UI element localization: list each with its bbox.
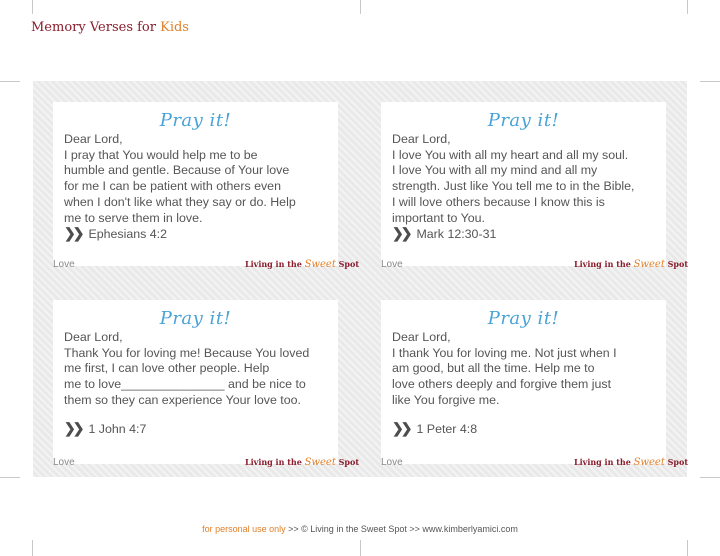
brand-logo bbox=[574, 457, 688, 468]
reference-text: 1 John 4:7 bbox=[88, 422, 147, 436]
reference-text: 1 Peter 4:8 bbox=[416, 422, 478, 436]
verse-card bbox=[53, 102, 338, 266]
title-main: Memory Verses for bbox=[31, 20, 161, 35]
reference-text: Mark 12:30-31 bbox=[416, 227, 497, 241]
verse-line: I thank You for loving me. Not just when I bbox=[392, 345, 617, 360]
brand-text: Spot bbox=[664, 457, 689, 467]
topic-label: Love bbox=[381, 259, 403, 270]
verse-text bbox=[392, 330, 660, 409]
card-heading: Pray it! bbox=[159, 110, 232, 131]
verse-line: Thank You for loving me! Because You loved bbox=[64, 345, 310, 360]
double-chevron-icon: ❯❯ bbox=[392, 420, 410, 436]
brand-text: Living in the bbox=[245, 457, 305, 467]
brand-sweet: Sweet bbox=[304, 259, 336, 270]
verse-text bbox=[64, 132, 332, 226]
verse-reference bbox=[64, 420, 146, 437]
double-chevron-icon: ❯❯ bbox=[64, 420, 82, 436]
verse-line: me first, I can love other people. Help bbox=[64, 361, 270, 376]
brand-text: Spot bbox=[664, 259, 689, 269]
topic-label: Love bbox=[381, 457, 403, 468]
verse-line: important to You. bbox=[392, 210, 485, 225]
verse-card bbox=[381, 102, 666, 266]
double-chevron-icon: ❯❯ bbox=[392, 225, 410, 241]
crop-mark bbox=[687, 0, 688, 14]
brand-sweet: Sweet bbox=[304, 457, 336, 468]
verse-line: me to love_______________ and be nice to bbox=[64, 377, 306, 392]
topic-label: Love bbox=[53, 457, 75, 468]
card-heading: Pray it! bbox=[487, 110, 560, 131]
crop-mark bbox=[32, 0, 33, 14]
verse-line: love others deeply and forgive them just bbox=[392, 377, 612, 392]
footer-copyright: >> © Living in the Sweet Spot >> www.kimberlyamici.com bbox=[285, 524, 518, 534]
crop-mark bbox=[700, 81, 720, 82]
topic-label: Love bbox=[53, 259, 75, 270]
brand-text: Spot bbox=[335, 259, 360, 269]
brand-sweet: Sweet bbox=[633, 259, 665, 270]
title-accent: Kids bbox=[160, 20, 189, 35]
verse-line: them so they can experience Your love too. bbox=[64, 392, 301, 407]
verse-line: I love You with all my mind and all my bbox=[392, 163, 598, 178]
brand-text: Living in the bbox=[574, 259, 634, 269]
card-heading: Pray it! bbox=[487, 308, 560, 329]
crop-mark bbox=[360, 540, 361, 556]
verse-line: Dear Lord, bbox=[64, 132, 123, 146]
verse-line: Dear Lord, bbox=[392, 330, 451, 344]
verse-line: I pray that You would help me to be bbox=[64, 147, 258, 162]
verse-line: am good, but all the time. Help me to bbox=[392, 361, 595, 376]
verse-line: I will love others because I know this is bbox=[392, 194, 605, 209]
footer-personal-use: for personal use only bbox=[202, 524, 286, 534]
reference-text: Ephesians 4:2 bbox=[88, 227, 167, 241]
crop-mark bbox=[0, 81, 20, 82]
verse-line: Dear Lord, bbox=[392, 132, 451, 146]
verse-text bbox=[392, 132, 660, 226]
brand-text: Spot bbox=[335, 457, 360, 467]
verse-reference bbox=[392, 420, 477, 437]
verse-line: humble and gentle. Because of Your love bbox=[64, 163, 290, 178]
verse-line: Dear Lord, bbox=[64, 330, 123, 344]
crop-mark bbox=[687, 540, 688, 556]
verse-text bbox=[64, 330, 332, 409]
verse-line: when I don't like what they say or do. Help bbox=[64, 194, 296, 209]
verse-card bbox=[381, 300, 666, 464]
verse-card bbox=[53, 300, 338, 464]
brand-logo bbox=[574, 259, 688, 270]
verse-line: like You forgive me. bbox=[392, 392, 500, 407]
double-chevron-icon: ❯❯ bbox=[64, 225, 82, 241]
brand-sweet: Sweet bbox=[633, 457, 665, 468]
crop-mark bbox=[360, 0, 361, 14]
footer bbox=[0, 524, 720, 534]
page-title bbox=[31, 20, 189, 35]
crop-mark bbox=[0, 477, 20, 478]
verse-line: I love You with all my heart and all my soul. bbox=[392, 147, 629, 162]
brand-text: Living in the bbox=[574, 457, 634, 467]
verse-reference bbox=[64, 225, 167, 242]
brand-logo bbox=[245, 457, 359, 468]
card-heading: Pray it! bbox=[159, 308, 232, 329]
brand-text: Living in the bbox=[245, 259, 305, 269]
verse-line: for me I can be patient with others even bbox=[64, 179, 281, 194]
crop-mark bbox=[32, 540, 33, 556]
verse-line: me to serve them in love. bbox=[64, 210, 203, 225]
verse-line: strength. Just like You tell me to in the Bible, bbox=[392, 179, 635, 194]
brand-logo bbox=[245, 259, 359, 270]
card-sheet bbox=[33, 81, 687, 477]
verse-reference bbox=[392, 225, 496, 242]
crop-mark bbox=[700, 477, 720, 478]
